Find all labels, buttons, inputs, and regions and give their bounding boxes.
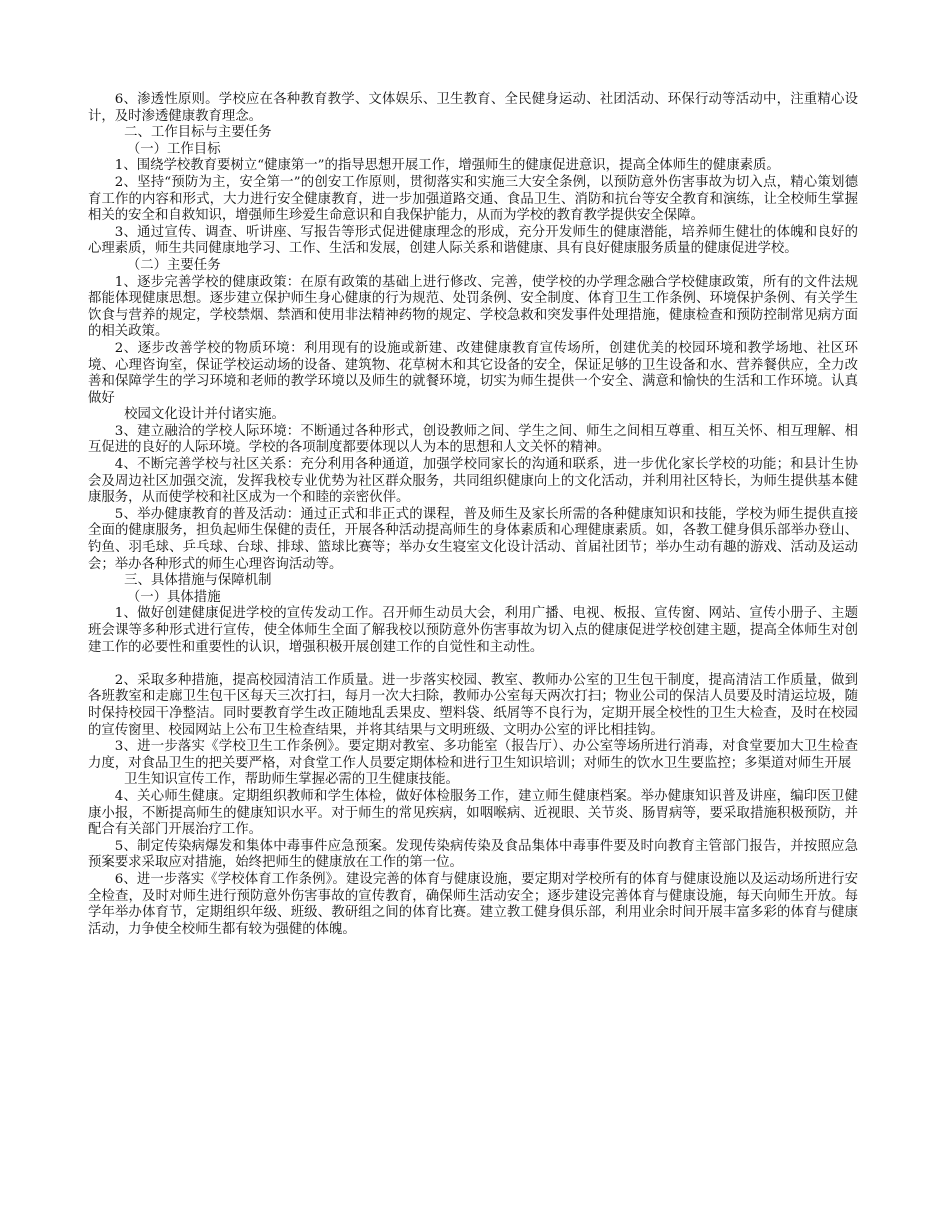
paragraph-measure-3: 3、进一步落实《学校卫生工作条例》。要定期对教室、多功能室（报告厅）、办公室等场所进行消毒，对食堂要加大卫生检查力度，对食品卫生的把关要严格，对食堂工作人员要定期体检和进行卫生知识培训；对师生的饮水卫生要监控；多渠道对师生开展 [88, 739, 858, 771]
heading-measures-and-mechanisms: 三、具体措施与保障机制 [124, 573, 272, 589]
paragraph-goal-3: 3、通过宣传、调查、听讲座、写报告等形式促进健康理念的形成，充分开发师生的健康潜能，培养师生健壮的体魄和良好的心理素质，师生共同健康地学习、工作、生活和发展，创建人际关系和谐健康、具有良好健康服务质量的健康促进学校。 [88, 224, 858, 257]
paragraph-goal-2: 2、坚持“预防为主，安全第一”的创安工作原则，贯彻落实和实施三大安全条例，以预防意外伤害事故为切入点，精心策划德育工作的内容和形式，大力进行安全健康教育，进一步加强道路交通、食品卫生、消防和抗台等安全教育和演练，让全校师生掌握相关的安全和自救知识，增强师生珍爱生命意识和自我保护能力，从而为学校的教育教学提供安全保障。 [88, 174, 858, 224]
paragraph-task-5: 5、举办健康教育的普及活动：通过正式和非正式的课程，普及师生及家长所需的各种健康知识和技能，学校为师生提供直接全面的健康服务，担负起师生保健的责任，开展各种活动提高师生的身体素质和心理健康素质。如，各教工健身俱乐部举办登山、钓鱼、羽毛球、乒乓球、台球、排球、篮球比赛等；举办女生寝室文化设计活动、首届社团节；举办生动有趣的游戏、活动及运动会；举办各种形式的师生心理咨询活动等。 [88, 506, 858, 572]
paragraph-measure-4: 4、关心师生健康。定期组织教师和学生体检，做好体检服务工作，建立师生健康档案。举办健康知识普及讲座，编印医卫健康小报，不断提高师生的健康知识水平。对于师生的常见疾病，如咽喉病、近视眼、关节炎、肠胃病等，要采取措施积极预防，并配合有关部门开展治疗工作。 [88, 788, 858, 838]
paragraph-task-2-continued: 校园文化设计并付诸实施。 [124, 407, 285, 423]
paragraph-measure-2: 2、采取多种措施，提高校园清洁工作质量。进一步落实校园、教室、教师办公室的卫生包干制度，提高清洁工作质量，做到各班教室和走廊卫生包干区每天三次打扫，每月一次大扫除，教师办公室每天两次打扫；物业公司的保洁人员要及时清运垃圾，随时保持校园干净整洁。同时要教育学生改正随地乱丢果皮、塑料袋、纸屑等不良行为，定期开展全校性的卫生大检查，及时在校园的宣传窗里、校园网站上公布卫生检查结果，并将其结果与文明班级、文明办公室的评比相挂钩。 [88, 672, 858, 738]
paragraph-task-4: 4、不断完善学校与社区关系：充分利用各种通道，加强学校同家长的沟通和联系，进一步优化家长学校的功能；和县计生协会及周边社区加强交流，发挥我校专业优势为社区群众服务，共同组织健康向上的文化活动，并利用社区特长，为师生提供基本健康服务，从而使学校和社区成为一个和睦的亲密伙伴。 [88, 457, 858, 506]
paragraph-measure-6: 6、进一步落实《学校体育工作条例》。建设完善的体育与健康设施，要定期对学校所有的体育与健康设施以及运动场所进行安全检查，及时对师生进行预防意外伤害事故的宣传教育，确保师生活动安全；逐步建设完善体育与健康设施，每天向师生开放。每学年举办体育节，定期组织年级、班级、教研组之间的体育比赛。建立教工健身俱乐部，利用业余时间开展丰富多彩的体育与健康活动，力争使全校师生都有较为强健的体魄。 [88, 871, 858, 937]
paragraph-measure-3-continued: 卫生知识宣传工作，帮助师生掌握必需的卫生健康技能。 [124, 772, 459, 788]
paragraph-task-2: 2、逐步改善学校的物质环境：利用现有的设施或新建、改建健康教育宣传场所，创建优美的校园环境和教学场地、社区环境、心理咨询室，保证学校运动场的设备、建筑物、花草树木和其它设备的安全，保证足够的卫生设备和水、营养餐供应，全力改善和保障学生的学习环境和老师的教学环境以及师生的就餐环境，切实为师生提供一个安全、满意和愉快的生活和工作环境。认真做好 [88, 340, 858, 406]
paragraph-task-3: 3、建立融洽的学校人际环境：不断通过各种形式，创设教师之间、学生之间、师生之间相互尊重、相互关怀、相互理解、相互促进的良好的人际环境。学校的各项制度都要体现以人为本的思想和人文关怀的精神。 [88, 423, 858, 456]
subheading-main-tasks: （二）主要任务 [126, 257, 221, 273]
heading-goals-and-tasks: 二、工作目标与主要任务 [124, 125, 272, 141]
paragraph-measure-5: 5、制定传染病爆发和集体中毒事件应急预案。发现传染病传染及食品集体中毒事件要及时向教育主管部门报告，并按照应急预案要求采取应对措施，始终把师生的健康放在工作的第一位。 [88, 838, 858, 871]
document-body [88, 92, 858, 938]
subheading-work-goals: （一）工作目标 [126, 141, 221, 157]
subheading-specific-measures: （一）具体措施 [126, 589, 221, 605]
paragraph-goal-1: 1、围绕学校教育要树立“健康第一”的指导思想开展工作，增强师生的健康促进意识，提高全体师生的健康素质。 [114, 158, 780, 174]
paragraph-task-1: 1、逐步完善学校的健康政策：在原有政策的基础上进行修改、完善，使学校的办学理念融合学校健康政策，所有的文件法规都能体现健康思想。逐步建立保护师生身心健康的行为规范、处罚条例、安全制度、体育卫生工作条例、环境保护条例、有关学生饮食与营养的规定，学校禁烟、禁酒和使用非法精神药物的规定、学校急救和突发事件处理措施，健康检查和预防控制常见病方面的相关政策。 [88, 274, 858, 340]
paragraph-measure-1: 1、做好创建健康促进学校的宣传发动工作。召开师生动员大会，利用广播、电视、板报、宣传窗、网站、宣传小册子、主题班会课等多种形式进行宣传，使全体师生全面了解我校以预防意外伤害事故为切入点的健康促进学校创建主题，提高全体师生对创建工作的必要性和重要性的认识，增强积极开展创建工作的自觉性和主动性。 [88, 606, 858, 655]
paragraph-permeation-principle: 6、渗透性原则。学校应在各种教育教学、文体娱乐、卫生教育、全民健身运动、社团活动、环保行动等活动中，注重精心设计，及时渗透健康教育理念。 [88, 92, 858, 124]
